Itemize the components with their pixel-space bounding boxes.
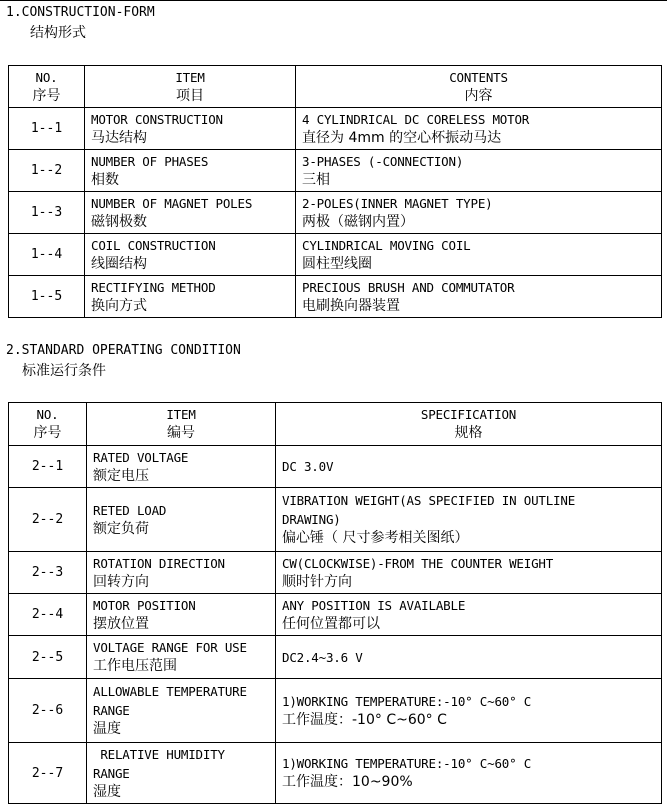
row-no: 1--4 (9, 234, 85, 276)
row-no: 1--1 (9, 108, 85, 150)
row-content: 2-POLES(INNER MAGNET TYPE) 两极（磁钢内置） (296, 192, 662, 234)
row-no: 1--3 (9, 192, 85, 234)
row-spec: CW(CLOCKWISE)-FROM THE COUNTER WEIGHT 顺时针方向 (276, 552, 662, 594)
row-no: 2--2 (9, 488, 87, 552)
row-content: CYLINDRICAL MOVING COIL 圆柱型线圈 (296, 234, 662, 276)
table-row (9, 234, 662, 276)
row-content: PRECIOUS BRUSH AND COMMUTATOR 电刷换向器装置 (296, 276, 662, 318)
row-spec: 1)WORKING TEMPERATURE:-10° C~60° C 工作温度：10~90% (276, 743, 662, 804)
table-row (9, 743, 662, 804)
section1-title: 1.CONSTRUCTION-FORM (6, 5, 155, 20)
row-item: ALLOWABLE TEMPERATURE RANGE 温度 (87, 679, 276, 743)
row-no: 2--7 (9, 743, 87, 804)
header-no: NO. 序号 (9, 403, 87, 446)
header-contents: CONTENTS 内容 (296, 66, 662, 108)
row-item: VOLTAGE RANGE FOR USE 工作电压范围 (87, 636, 276, 679)
row-content: 3-PHASES (-CONNECTION) 三相 (296, 150, 662, 192)
table-row (9, 488, 662, 552)
row-spec: VIBRATION WEIGHT(AS SPECIFIED IN OUTLINE DRAWING) 偏心锤（ 尺寸参考相关图纸） (276, 488, 662, 552)
row-item: RATED VOLTAGE 额定电压 (87, 446, 276, 488)
section2-title: 2.STANDARD OPERATING CONDITION (6, 343, 241, 358)
table-row (9, 108, 662, 150)
row-item: COIL CONSTRUCTION 线圈结构 (85, 234, 296, 276)
row-item: ROTATION DIRECTION 回转方向 (87, 552, 276, 594)
table-row (9, 679, 662, 743)
operating-condition-table (8, 402, 662, 804)
section1-subtitle: 结构形式 (30, 25, 86, 41)
row-no: 2--3 (9, 552, 87, 594)
construction-table (8, 65, 662, 318)
row-spec: 1)WORKING TEMPERATURE:-10° C~60° C 工作温度：-10° C~60° C (276, 679, 662, 743)
row-item: NUMBER OF PHASES 相数 (85, 150, 296, 192)
header-specification: SPECIFICATION 规格 (276, 403, 662, 446)
row-no: 2--5 (9, 636, 87, 679)
row-item: MOTOR CONSTRUCTION 马达结构 (85, 108, 296, 150)
row-content: 4 CYLINDRICAL DC CORELESS MOTOR 直径为 4mm 的空心杯振动马达 (296, 108, 662, 150)
row-no: 1--5 (9, 276, 85, 318)
row-no: 1--2 (9, 150, 85, 192)
row-item: NUMBER OF MAGNET POLES 磁钢极数 (85, 192, 296, 234)
table-row (9, 276, 662, 318)
header-item: ITEM 编号 (87, 403, 276, 446)
table-row (9, 192, 662, 234)
table-row (9, 594, 662, 636)
row-item: RELATIVE HUMIDITY RANGE 湿度 (87, 743, 276, 804)
row-no: 2--1 (9, 446, 87, 488)
header-no: NO. 序号 (9, 66, 85, 108)
row-item: RETED LOAD 额定负荷 (87, 488, 276, 552)
row-spec: DC2.4~3.6 V (276, 636, 662, 679)
top-rule (0, 0, 667, 1)
table-row (9, 552, 662, 594)
table-header-row (9, 403, 662, 446)
row-item: MOTOR POSITION 摆放位置 (87, 594, 276, 636)
table-row (9, 636, 662, 679)
row-no: 2--6 (9, 679, 87, 743)
table-row (9, 150, 662, 192)
header-item: ITEM 项目 (85, 66, 296, 108)
section2-subtitle: 标准运行条件 (22, 363, 106, 379)
table-header-row (9, 66, 662, 108)
row-spec: DC 3.0V (276, 446, 662, 488)
table-row (9, 446, 662, 488)
row-item: RECTIFYING METHOD 换向方式 (85, 276, 296, 318)
row-spec: ANY POSITION IS AVAILABLE 任何位置都可以 (276, 594, 662, 636)
row-no: 2--4 (9, 594, 87, 636)
